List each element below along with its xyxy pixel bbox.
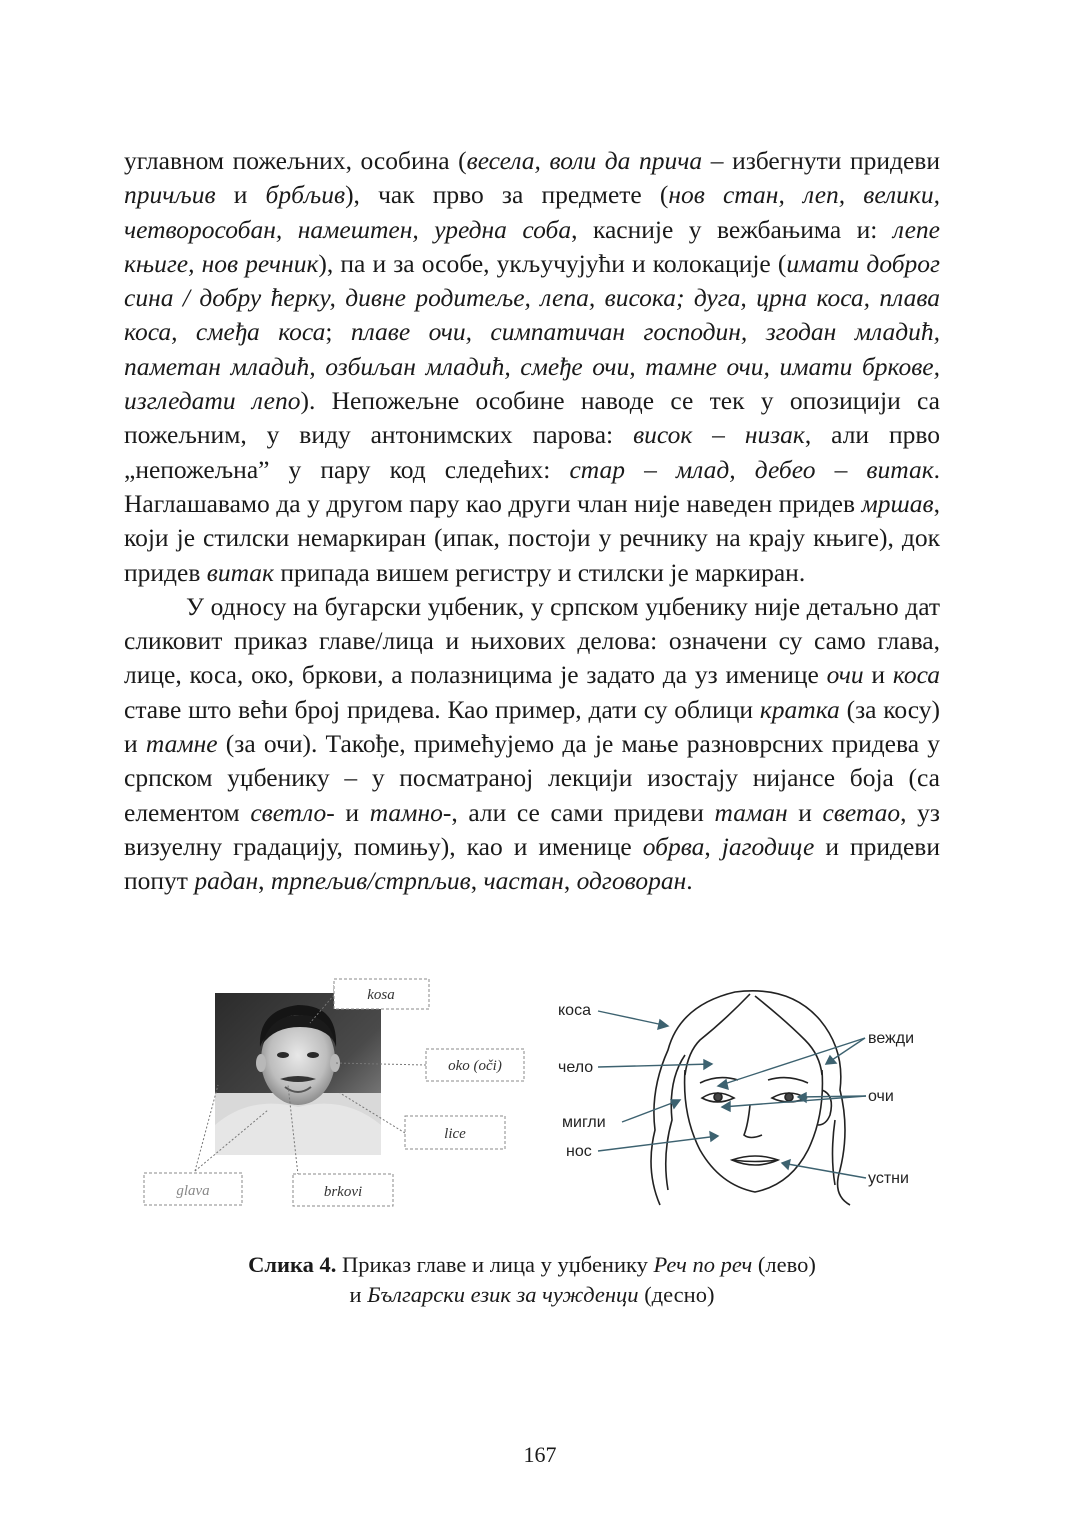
face-drawing (651, 991, 850, 1205)
figure-caption (124, 1250, 940, 1310)
paragraph-1 (124, 144, 940, 590)
text-run: , који је стилски немаркиран (ипак, постоји у речнику на крају књиге), док придев (124, 488, 940, 587)
figure-left-svg (140, 975, 540, 1215)
label-lice-text: lice (444, 1126, 466, 1142)
italic-term: причљив (124, 180, 216, 210)
text-run: углавном пожељних, особина ( (124, 146, 467, 175)
text-run: – избегнути придеви (702, 146, 940, 175)
italic-term: кратка (759, 694, 840, 724)
text-run: , (258, 866, 271, 896)
text-run: и (334, 797, 370, 827)
text-run: припада вишем регистру и стилски је маркиран. (274, 557, 806, 587)
caption-part1: Приказ главе и лица у уџбенику (336, 1252, 654, 1277)
caption-title2: Български език за чужденци (367, 1282, 639, 1307)
text-run: (за очи). Такође, примећујемо да је мање разноврсних придева у српском уџбенику – у посматраној лекцији изостају нијансе боја (са елементом (124, 729, 940, 827)
italic-term: брбљив (265, 180, 346, 210)
body-text (124, 144, 940, 899)
text-run: ). Непожељне особине наводе се тек у опозицији са пожељним, у виду антонимских парова: (124, 386, 940, 450)
text-run: , (704, 831, 722, 861)
italic-term: светло- (250, 797, 335, 827)
italic-term: обрва (642, 831, 705, 861)
text-run: ; (325, 317, 351, 347)
italic-term: мршав (861, 488, 934, 518)
text-run: и придеви попут (124, 831, 940, 896)
italic-term: стар – млад, дебео – витак (569, 454, 934, 484)
italic-term: радан (194, 866, 259, 896)
text-run: , уз визуелну градацију, помињу), као и именице (124, 797, 940, 861)
italic-term: витак (206, 557, 274, 587)
italic-term: таман (714, 797, 788, 827)
caption-part3: и (349, 1282, 368, 1307)
italic-term: нов стан, леп, велики, четворособан, намештен, уредна соба (124, 180, 940, 244)
label-ustni: устни (868, 1170, 909, 1187)
text-run: и (215, 180, 266, 210)
italic-term: светао (822, 797, 901, 827)
caption-line-1 (124, 1250, 940, 1280)
figure-left-photo (140, 975, 540, 1215)
figure-right-drawing (550, 980, 950, 1215)
paragraph-2 (124, 590, 940, 899)
text-run: ), па и за особе, укључујући и колокације ( (318, 248, 787, 278)
italic-term: очи (826, 660, 864, 690)
text-run: и (787, 797, 823, 827)
italic-term: весела, воли да прича (466, 146, 703, 175)
label-glava (144, 1173, 242, 1205)
text-run: У односу на бугарски уџбеник, у српском уџбенику није детаљно дат сликовит приказ главе/лица и њихових делова: означени су само глава, лице, коса, око, бркови, а полазницима је задато да уз именице (124, 591, 940, 690)
label-brkovi-text: brkovi (323, 1184, 363, 1200)
label-kosa-bg: коса (558, 1002, 591, 1019)
page-number: 167 (523, 1442, 557, 1467)
italic-term: имати доброг сина / добру ћерку, дивне родитеље, лепа, висока; дуга, црна коса, плава коса, смеђа коса (124, 248, 940, 347)
caption-part2: (лево) (752, 1252, 816, 1277)
text-run: и (863, 660, 893, 690)
italic-term: тамно- (369, 797, 452, 827)
text-run: . (686, 866, 693, 896)
label-glava-text: glava (176, 1183, 210, 1199)
italic-term: частан (483, 866, 564, 896)
italic-term: коса (892, 660, 940, 690)
right-arrows (598, 1011, 866, 1178)
italic-term: тамне (145, 729, 218, 759)
caption-title1: Реч по реч (653, 1252, 753, 1277)
text-run: , (563, 866, 577, 896)
text-run: (за косу) и (124, 694, 940, 759)
text-run: , али прво „непожељна” у пару код следећих: (124, 420, 940, 484)
caption-line-2 (124, 1280, 940, 1310)
text-run: . Наглашавамо да у другом пару као други члан није наведен придев (124, 454, 941, 518)
caption-part4: (десно) (638, 1282, 715, 1307)
italic-term: плаве очи, симпатичан господин, згодан младић, паметан младић, озбиљан младић, смеђе очи, тамне очи, имати бркове, изгледати лепо (124, 317, 940, 416)
text-run: , касније у вежбањима и: (571, 214, 893, 244)
label-nos: нос (566, 1143, 592, 1160)
text-run: ), чак прво за предмете ( (345, 180, 669, 210)
label-ochi: очи (868, 1088, 894, 1105)
label-oko (426, 1049, 524, 1081)
italic-term: трпељив/стрпљив (270, 866, 471, 896)
italic-term: лепе књиге, нов речник (124, 214, 940, 278)
label-oko-text: oko (oči) (448, 1058, 502, 1074)
text-run: ставе што већи број придева. Као пример, дати су облици (124, 694, 760, 724)
label-lice (405, 1116, 505, 1149)
label-brkovi (293, 1174, 393, 1206)
italic-term: одговоран (576, 866, 687, 896)
caption-label: Слика 4. (248, 1252, 337, 1277)
portrait-photo (215, 993, 381, 1155)
label-kosa-text: kosa (367, 987, 395, 1003)
italic-term: јагодице (721, 831, 815, 861)
figure-right-svg (550, 980, 950, 1215)
text-run: , (470, 866, 484, 896)
label-vezhdi: вежди (868, 1030, 915, 1047)
text-run: , али се сами придеви (451, 797, 715, 827)
label-migli: мигли (562, 1114, 606, 1131)
italic-term: висок – низак (633, 420, 805, 450)
label-kosa (334, 979, 429, 1009)
label-chelo: чело (558, 1059, 594, 1076)
